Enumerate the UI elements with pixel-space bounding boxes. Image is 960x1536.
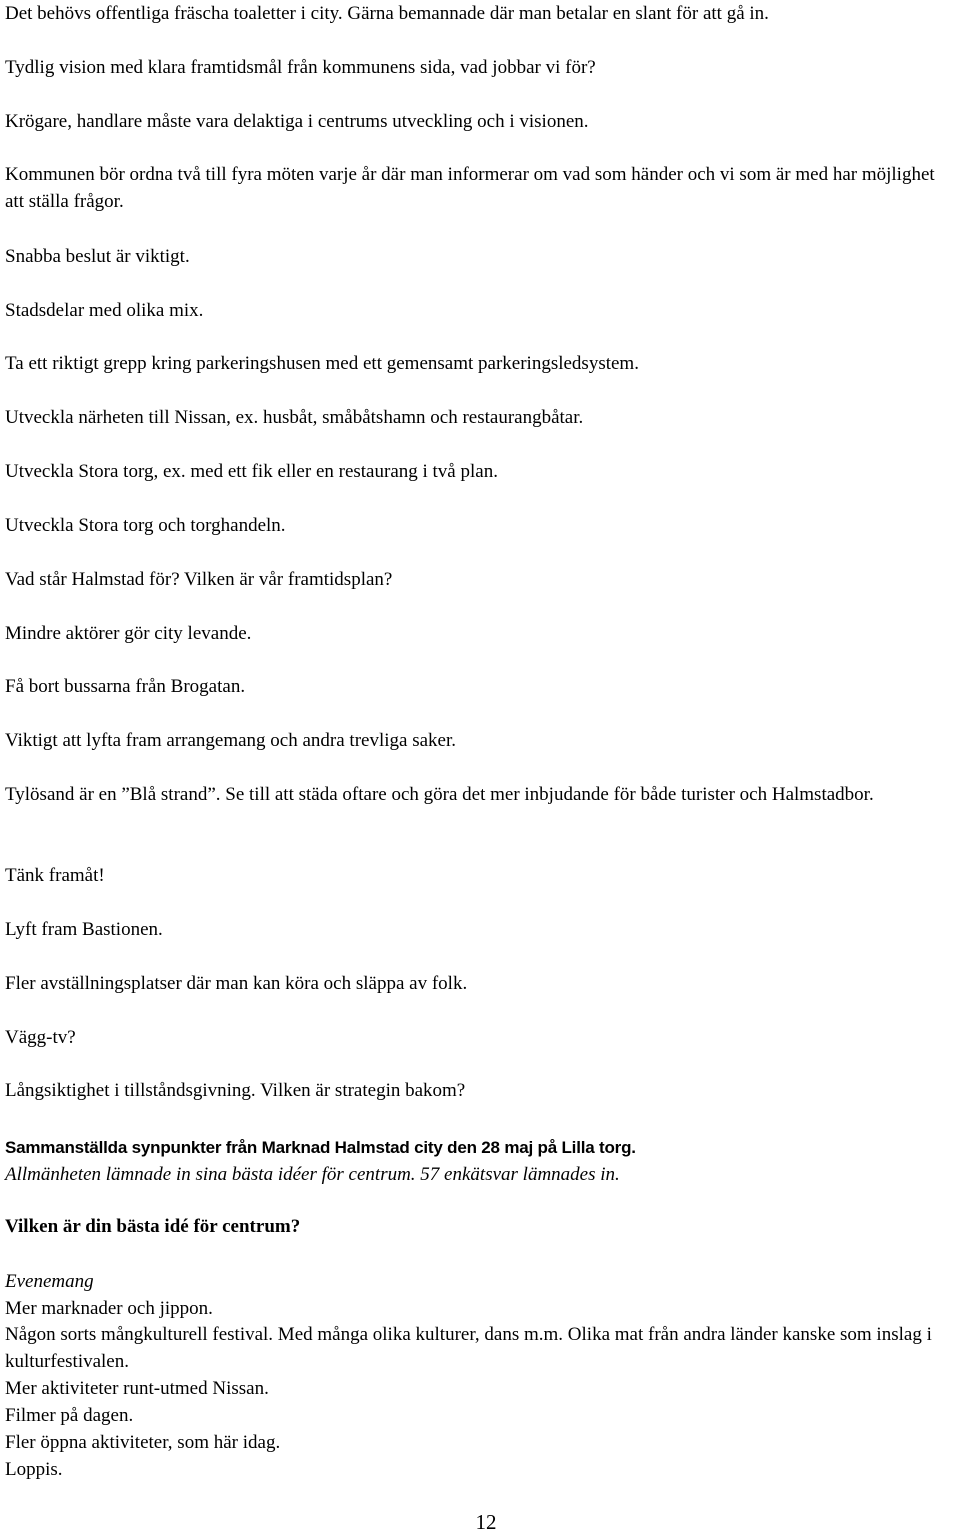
paragraph: Långsiktighet i tillståndsgivning. Vilken är strategin bakom?	[5, 1080, 466, 1101]
paragraph: Ta ett riktigt grepp kring parkeringshusen med ett gemensamt parkeringsledsystem.	[5, 353, 639, 374]
paragraph: Utveckla Stora torg och torghandeln.	[5, 515, 286, 536]
paragraph: Stadsdelar med olika mix.	[5, 300, 204, 321]
paragraph: Tydlig vision med klara framtidsmål från kommunens sida, vad jobbar vi för?	[5, 57, 596, 78]
section-intro: Allmänheten lämnade in sina bästa idéer för centrum. 57 enkätsvar lämnades in.	[5, 1164, 620, 1185]
paragraph: Mindre aktörer gör city levande.	[5, 623, 252, 644]
paragraph: Utveckla närheten till Nissan, ex. husbåt, småbåtshamn och restaurangbåtar.	[5, 407, 584, 428]
paragraph: Det behövs offentliga fräscha toaletter i city. Gärna bemannade där man betalar en slant för att gå in.	[5, 3, 769, 24]
section-heading: Sammanställda synpunkter från Marknad Halmstad city den 28 maj på Lilla torg.	[5, 1138, 636, 1157]
paragraph: Fler avställningsplatser där man kan köra och släppa av folk.	[5, 973, 468, 994]
paragraph: Tänk framåt!	[5, 865, 105, 886]
question-heading: Vilken är din bästa idé för centrum?	[5, 1216, 301, 1237]
answer-item: Fler öppna aktiviteter, som här idag.	[5, 1432, 281, 1453]
category-label: Evenemang	[5, 1271, 94, 1292]
paragraph: Viktigt att lyfta fram arrangemang och andra trevliga saker.	[5, 730, 456, 751]
paragraph: Tylösand är en ”Blå strand”. Se till att städa oftare och göra det mer inbjudande för både turister och Halmstadbor.	[5, 784, 874, 805]
answer-item: Någon sorts mångkulturell festival. Med många olika kulturer, dans m.m. Olika mat från andra länder kanske som inslag i kulturfestivalen.	[5, 1324, 932, 1372]
paragraph: Vad står Halmstad för? Vilken är vår framtidsplan?	[5, 569, 393, 590]
answer-item: Filmer på dagen.	[5, 1405, 134, 1426]
paragraph: Kommunen bör ordna två till fyra möten varje år där man informerar om vad som händer och vi som är med har möjlighet att ställa frågor.	[5, 164, 935, 212]
answer-item: Mer marknader och jippon.	[5, 1298, 213, 1319]
paragraph: Snabba beslut är viktigt.	[5, 246, 190, 267]
paragraph: Vägg-tv?	[5, 1027, 76, 1048]
paragraph: Utveckla Stora torg, ex. med ett fik eller en restaurang i två plan.	[5, 461, 498, 482]
answer-item: Mer aktiviteter runt-utmed Nissan.	[5, 1378, 269, 1399]
paragraph: Få bort bussarna från Brogatan.	[5, 676, 246, 697]
paragraph: Lyft fram Bastionen.	[5, 919, 163, 940]
page-number: 12	[475, 1510, 497, 1534]
paragraph: Krögare, handlare måste vara delaktiga i centrums utveckling och i visionen.	[5, 111, 589, 132]
answer-item: Loppis.	[5, 1459, 63, 1480]
